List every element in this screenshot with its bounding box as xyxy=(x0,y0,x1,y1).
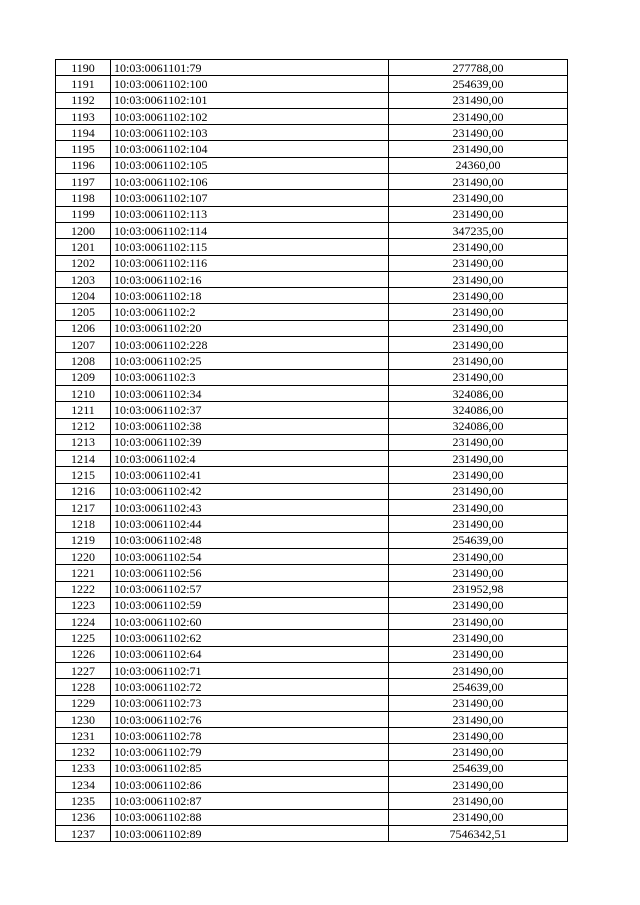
table-body xyxy=(56,60,568,842)
table-row xyxy=(56,809,568,825)
row-number-cell: 1195 xyxy=(56,141,111,157)
table-row xyxy=(56,385,568,401)
row-number-cell: 1196 xyxy=(56,157,111,173)
cadastral-number-cell: 10:03:0061102:64 xyxy=(111,646,389,662)
cadastral-value-cell: 231490,00 xyxy=(389,565,568,581)
cadastral-value-cell: 231490,00 xyxy=(389,174,568,190)
table-row xyxy=(56,451,568,467)
table-row xyxy=(56,565,568,581)
cadastral-number-cell: 10:03:0061102:114 xyxy=(111,222,389,238)
cadastral-value-cell: 231490,00 xyxy=(389,353,568,369)
row-number-cell: 1215 xyxy=(56,467,111,483)
row-number-cell: 1213 xyxy=(56,434,111,450)
table-row xyxy=(56,60,568,76)
cadastral-number-cell: 10:03:0061102:100 xyxy=(111,76,389,92)
row-number-cell: 1219 xyxy=(56,532,111,548)
cadastral-number-cell: 10:03:0061102:39 xyxy=(111,434,389,450)
table-row xyxy=(56,337,568,353)
table-row xyxy=(56,125,568,141)
cadastral-value-cell: 231490,00 xyxy=(389,92,568,108)
row-number-cell: 1221 xyxy=(56,565,111,581)
table-row xyxy=(56,597,568,613)
cadastral-value-cell: 231490,00 xyxy=(389,777,568,793)
table-row xyxy=(56,548,568,564)
cadastral-number-cell: 10:03:0061102:16 xyxy=(111,271,389,287)
cadastral-number-cell: 10:03:0061102:76 xyxy=(111,711,389,727)
row-number-cell: 1207 xyxy=(56,337,111,353)
cadastral-number-cell: 10:03:0061102:34 xyxy=(111,385,389,401)
cadastral-value-cell: 231490,00 xyxy=(389,614,568,630)
cadastral-number-cell: 10:03:0061102:2 xyxy=(111,304,389,320)
table-row xyxy=(56,434,568,450)
table-row xyxy=(56,92,568,108)
table-row xyxy=(56,777,568,793)
cadastral-value-cell: 254639,00 xyxy=(389,760,568,776)
cadastral-number-cell: 10:03:0061102:105 xyxy=(111,157,389,173)
row-number-cell: 1225 xyxy=(56,630,111,646)
cadastral-number-cell: 10:03:0061102:25 xyxy=(111,353,389,369)
row-number-cell: 1224 xyxy=(56,614,111,630)
table-row xyxy=(56,141,568,157)
table-row xyxy=(56,744,568,760)
row-number-cell: 1217 xyxy=(56,500,111,516)
cadastral-value-cell: 231490,00 xyxy=(389,793,568,809)
cadastral-value-cell: 231490,00 xyxy=(389,695,568,711)
table-row xyxy=(56,728,568,744)
cadastral-value-cell: 231490,00 xyxy=(389,483,568,499)
cadastral-number-cell: 10:03:0061102:57 xyxy=(111,581,389,597)
cadastral-value-cell: 231490,00 xyxy=(389,744,568,760)
row-number-cell: 1208 xyxy=(56,353,111,369)
row-number-cell: 1212 xyxy=(56,418,111,434)
table-row xyxy=(56,467,568,483)
table-row xyxy=(56,320,568,336)
row-number-cell: 1220 xyxy=(56,548,111,564)
table-row xyxy=(56,255,568,271)
table-row xyxy=(56,711,568,727)
row-number-cell: 1223 xyxy=(56,597,111,613)
row-number-cell: 1197 xyxy=(56,174,111,190)
row-number-cell: 1200 xyxy=(56,222,111,238)
table-row xyxy=(56,76,568,92)
cadastral-number-cell: 10:03:0061102:86 xyxy=(111,777,389,793)
cadastral-number-cell: 10:03:0061102:103 xyxy=(111,125,389,141)
cadastral-number-cell: 10:03:0061102:48 xyxy=(111,532,389,548)
cadastral-value-cell: 231490,00 xyxy=(389,662,568,678)
table-row xyxy=(56,532,568,548)
cadastral-value-cell: 231490,00 xyxy=(389,190,568,206)
cadastral-number-cell: 10:03:0061102:73 xyxy=(111,695,389,711)
cadastral-value-cell: 231490,00 xyxy=(389,467,568,483)
cadastral-value-cell: 231490,00 xyxy=(389,271,568,287)
cadastral-number-cell: 10:03:0061102:41 xyxy=(111,467,389,483)
row-number-cell: 1204 xyxy=(56,288,111,304)
cadastral-value-cell: 231490,00 xyxy=(389,646,568,662)
table-row xyxy=(56,646,568,662)
row-number-cell: 1201 xyxy=(56,239,111,255)
row-number-cell: 1226 xyxy=(56,646,111,662)
cadastral-value-cell: 231490,00 xyxy=(389,304,568,320)
row-number-cell: 1231 xyxy=(56,728,111,744)
cadastral-value-cell: 231490,00 xyxy=(389,500,568,516)
cadastral-value-cell: 231490,00 xyxy=(389,516,568,532)
table-row xyxy=(56,353,568,369)
cadastral-number-cell: 10:03:0061102:87 xyxy=(111,793,389,809)
cadastral-number-cell: 10:03:0061102:78 xyxy=(111,728,389,744)
cadastral-number-cell: 10:03:0061102:37 xyxy=(111,402,389,418)
table-row xyxy=(56,402,568,418)
table-row xyxy=(56,418,568,434)
table-row xyxy=(56,500,568,516)
table-row xyxy=(56,825,568,841)
cadastral-number-cell: 10:03:0061102:71 xyxy=(111,662,389,678)
cadastral-value-cell: 231490,00 xyxy=(389,255,568,271)
row-number-cell: 1202 xyxy=(56,255,111,271)
cadastral-value-cell: 347235,00 xyxy=(389,222,568,238)
row-number-cell: 1229 xyxy=(56,695,111,711)
row-number-cell: 1209 xyxy=(56,369,111,385)
row-number-cell: 1210 xyxy=(56,385,111,401)
cadastral-number-cell: 10:03:0061102:228 xyxy=(111,337,389,353)
cadastral-number-cell: 10:03:0061102:89 xyxy=(111,825,389,841)
cadastral-value-cell: 231490,00 xyxy=(389,548,568,564)
table-row xyxy=(56,695,568,711)
cadastral-number-cell: 10:03:0061102:20 xyxy=(111,320,389,336)
row-number-cell: 1190 xyxy=(56,60,111,76)
table-row xyxy=(56,793,568,809)
table-row xyxy=(56,304,568,320)
row-number-cell: 1216 xyxy=(56,483,111,499)
cadastral-number-cell: 10:03:0061102:43 xyxy=(111,500,389,516)
row-number-cell: 1193 xyxy=(56,108,111,124)
row-number-cell: 1211 xyxy=(56,402,111,418)
row-number-cell: 1233 xyxy=(56,760,111,776)
table-row xyxy=(56,206,568,222)
cadastral-value-cell: 231490,00 xyxy=(389,728,568,744)
row-number-cell: 1199 xyxy=(56,206,111,222)
row-number-cell: 1194 xyxy=(56,125,111,141)
row-number-cell: 1227 xyxy=(56,662,111,678)
row-number-cell: 1236 xyxy=(56,809,111,825)
cadastral-number-cell: 10:03:0061102:116 xyxy=(111,255,389,271)
cadastral-value-cell: 24360,00 xyxy=(389,157,568,173)
cadastral-number-cell: 10:03:0061101:79 xyxy=(111,60,389,76)
cadastral-value-cell: 231490,00 xyxy=(389,125,568,141)
table-row xyxy=(56,239,568,255)
cadastral-value-cell: 254639,00 xyxy=(389,679,568,695)
row-number-cell: 1222 xyxy=(56,581,111,597)
table-row xyxy=(56,288,568,304)
row-number-cell: 1232 xyxy=(56,744,111,760)
cadastral-value-cell: 231490,00 xyxy=(389,597,568,613)
table-row xyxy=(56,630,568,646)
cadastral-value-cell: 231490,00 xyxy=(389,288,568,304)
cadastral-number-cell: 10:03:0061102:107 xyxy=(111,190,389,206)
cadastral-number-cell: 10:03:0061102:62 xyxy=(111,630,389,646)
row-number-cell: 1218 xyxy=(56,516,111,532)
cadastral-value-cell: 231490,00 xyxy=(389,239,568,255)
cadastral-value-cell: 324086,00 xyxy=(389,385,568,401)
cadastral-number-cell: 10:03:0061102:44 xyxy=(111,516,389,532)
cadastral-value-cell: 231490,00 xyxy=(389,451,568,467)
cadastral-number-cell: 10:03:0061102:54 xyxy=(111,548,389,564)
table-row xyxy=(56,760,568,776)
table-row xyxy=(56,679,568,695)
table-row xyxy=(56,662,568,678)
cadastral-value-cell: 231952,98 xyxy=(389,581,568,597)
row-number-cell: 1192 xyxy=(56,92,111,108)
row-number-cell: 1235 xyxy=(56,793,111,809)
cadastral-value-cell: 231490,00 xyxy=(389,369,568,385)
cadastral-number-cell: 10:03:0061102:38 xyxy=(111,418,389,434)
cadastral-value-cell: 231490,00 xyxy=(389,630,568,646)
table-row xyxy=(56,174,568,190)
table-row xyxy=(56,581,568,597)
row-number-cell: 1214 xyxy=(56,451,111,467)
cadastral-value-cell: 324086,00 xyxy=(389,418,568,434)
cadastral-number-cell: 10:03:0061102:79 xyxy=(111,744,389,760)
table-row xyxy=(56,222,568,238)
cadastral-number-cell: 10:03:0061102:88 xyxy=(111,809,389,825)
cadastral-number-cell: 10:03:0061102:101 xyxy=(111,92,389,108)
cadastral-number-cell: 10:03:0061102:3 xyxy=(111,369,389,385)
table-row xyxy=(56,614,568,630)
cadastral-value-table xyxy=(55,59,568,842)
cadastral-value-cell: 231490,00 xyxy=(389,320,568,336)
cadastral-number-cell: 10:03:0061102:4 xyxy=(111,451,389,467)
row-number-cell: 1203 xyxy=(56,271,111,287)
cadastral-value-cell: 231490,00 xyxy=(389,711,568,727)
cadastral-value-cell: 277788,00 xyxy=(389,60,568,76)
cadastral-number-cell: 10:03:0061102:106 xyxy=(111,174,389,190)
cadastral-number-cell: 10:03:0061102:85 xyxy=(111,760,389,776)
row-number-cell: 1198 xyxy=(56,190,111,206)
cadastral-number-cell: 10:03:0061102:115 xyxy=(111,239,389,255)
cadastral-number-cell: 10:03:0061102:72 xyxy=(111,679,389,695)
cadastral-number-cell: 10:03:0061102:60 xyxy=(111,614,389,630)
table-row xyxy=(56,483,568,499)
cadastral-number-cell: 10:03:0061102:113 xyxy=(111,206,389,222)
table-row xyxy=(56,157,568,173)
row-number-cell: 1191 xyxy=(56,76,111,92)
table-row xyxy=(56,271,568,287)
row-number-cell: 1230 xyxy=(56,711,111,727)
cadastral-value-cell: 324086,00 xyxy=(389,402,568,418)
row-number-cell: 1234 xyxy=(56,777,111,793)
cadastral-value-cell: 231490,00 xyxy=(389,434,568,450)
cadastral-value-cell: 254639,00 xyxy=(389,532,568,548)
row-number-cell: 1237 xyxy=(56,825,111,841)
cadastral-value-cell: 254639,00 xyxy=(389,76,568,92)
cadastral-number-cell: 10:03:0061102:56 xyxy=(111,565,389,581)
cadastral-number-cell: 10:03:0061102:18 xyxy=(111,288,389,304)
table-row xyxy=(56,516,568,532)
cadastral-number-cell: 10:03:0061102:104 xyxy=(111,141,389,157)
cadastral-value-cell: 231490,00 xyxy=(389,206,568,222)
cadastral-value-cell: 231490,00 xyxy=(389,337,568,353)
table-row xyxy=(56,190,568,206)
cadastral-number-cell: 10:03:0061102:102 xyxy=(111,108,389,124)
cadastral-value-cell: 231490,00 xyxy=(389,809,568,825)
table-row xyxy=(56,369,568,385)
row-number-cell: 1206 xyxy=(56,320,111,336)
row-number-cell: 1228 xyxy=(56,679,111,695)
row-number-cell: 1205 xyxy=(56,304,111,320)
cadastral-value-cell: 231490,00 xyxy=(389,108,568,124)
table-row xyxy=(56,108,568,124)
cadastral-number-cell: 10:03:0061102:42 xyxy=(111,483,389,499)
cadastral-value-cell: 7546342,51 xyxy=(389,825,568,841)
cadastral-value-cell: 231490,00 xyxy=(389,141,568,157)
cadastral-number-cell: 10:03:0061102:59 xyxy=(111,597,389,613)
